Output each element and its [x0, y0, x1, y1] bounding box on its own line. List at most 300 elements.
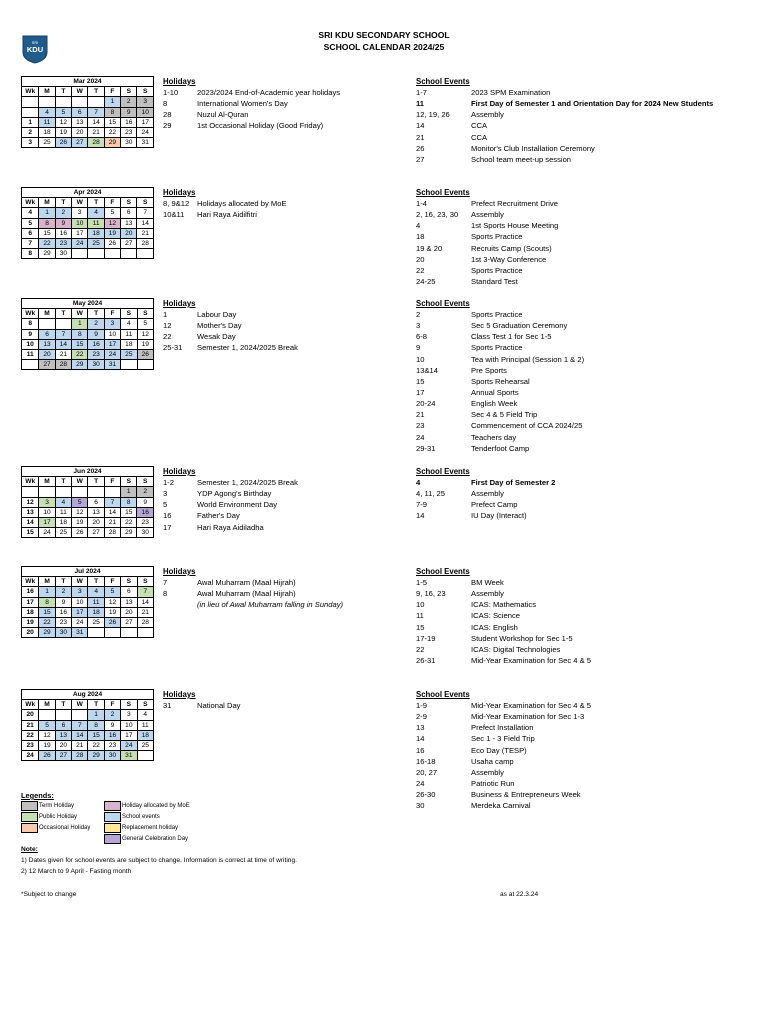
- date-cell: T: [88, 198, 104, 208]
- event-date: 15: [416, 622, 425, 632]
- event-item: [416, 655, 591, 666]
- event-item: [416, 320, 584, 331]
- legend-label: General Celebration Day: [122, 835, 189, 842]
- school-events-heading: School Events: [416, 77, 470, 86]
- event-date: 26-31: [416, 655, 436, 665]
- week-number: 11: [22, 349, 39, 359]
- day-header: Wk: [22, 309, 39, 319]
- date-cell: 25: [137, 740, 153, 750]
- week-number: 2: [22, 127, 39, 137]
- event-date: 17-19: [416, 633, 436, 643]
- event-desc: Merdeka Carnival: [471, 801, 531, 811]
- date-cell: 4: [88, 208, 104, 218]
- week-number: Wk: [22, 198, 39, 208]
- date-cell: 11: [88, 597, 104, 607]
- date-cell: 25: [39, 138, 55, 148]
- day-header: T: [88, 477, 104, 487]
- date-cell: 18: [39, 127, 55, 137]
- event-date: 21: [416, 132, 425, 142]
- event-desc: Patriotic Run: [471, 778, 515, 788]
- as-at-date: as at 22.3.24: [500, 891, 539, 898]
- event-item: [416, 711, 591, 722]
- day-header: M: [39, 577, 55, 587]
- date-cell: 11: [88, 218, 104, 228]
- date-cell: 19: [104, 607, 120, 617]
- event-date: 24-25: [416, 276, 436, 286]
- event-desc: Sec 5 Graduation Ceremony: [471, 321, 568, 331]
- week-number: 14: [22, 517, 39, 527]
- date-cell: W: [72, 198, 88, 208]
- date-cell: 4: [137, 710, 153, 720]
- week-row: [22, 198, 154, 208]
- date-cell: 6: [121, 208, 137, 218]
- holiday-desc: Awal Muharram (Maal Hijrah): [197, 578, 296, 587]
- day-header: S: [137, 577, 153, 587]
- event-date: 14: [416, 511, 425, 521]
- date-cell: 29: [88, 751, 104, 761]
- date-cell: 7: [55, 329, 71, 339]
- legend-title: Legends:: [21, 791, 54, 800]
- date-cell: 27: [39, 360, 55, 370]
- event-date: 10: [416, 600, 425, 610]
- date-cell: 1: [121, 487, 137, 497]
- week-row: [22, 487, 154, 497]
- event-date: 4: [416, 221, 421, 231]
- holiday-item: [163, 488, 298, 499]
- week-number: 21: [22, 720, 39, 730]
- week-number: 3: [22, 138, 39, 148]
- week-row: [22, 587, 154, 597]
- event-date: 14: [416, 121, 425, 131]
- week-number: 6: [22, 228, 39, 238]
- holiday-desc: YDP Agong's Birthday: [197, 489, 272, 499]
- school-events-heading: School Events: [416, 690, 470, 699]
- date-cell: 24: [72, 617, 88, 627]
- holiday-date: 7: [163, 578, 168, 587]
- week-row: [22, 751, 154, 761]
- date-cell: 10: [137, 107, 154, 117]
- event-date: 29-31: [416, 443, 436, 453]
- day-header: F: [104, 477, 120, 487]
- date-cell: 7: [72, 720, 88, 730]
- week-row: [22, 740, 154, 750]
- date-cell: 22: [39, 617, 55, 627]
- event-desc: First Day of Semester 2: [471, 478, 556, 487]
- event-desc: Prefect Camp: [471, 500, 518, 510]
- event-date: 15: [416, 376, 425, 386]
- holiday-desc: Hari Raya Aidiladha: [197, 522, 264, 532]
- event-date: 20, 27: [416, 767, 438, 777]
- event-desc: ICAS: Digital Technologies: [471, 644, 561, 654]
- date-cell: 28: [137, 617, 153, 627]
- date-cell: 23: [55, 238, 71, 248]
- date-cell: 15: [88, 730, 104, 740]
- date-cell: 14: [88, 117, 104, 127]
- holiday-date: 25-31: [163, 343, 183, 353]
- school-events-heading: School Events: [416, 188, 470, 197]
- event-desc: Sports Practice: [471, 343, 523, 353]
- event-item: [416, 420, 584, 431]
- week-number: 1: [22, 117, 39, 127]
- date-cell: 29: [39, 628, 55, 638]
- holiday-item: [163, 588, 343, 599]
- event-desc: BM Week: [471, 578, 504, 587]
- event-item: [416, 98, 713, 109]
- date-cell: 29: [72, 360, 88, 370]
- event-item: [416, 499, 555, 510]
- holiday-item: [163, 499, 298, 510]
- holiday-date: 10&11: [163, 210, 185, 220]
- legend-label: School events: [122, 813, 160, 820]
- date-cell: 19: [137, 339, 153, 349]
- date-cell: 21: [137, 228, 154, 238]
- date-cell: 30: [137, 528, 154, 538]
- date-cell: 26: [72, 528, 88, 538]
- event-item: [416, 120, 713, 131]
- event-item: [416, 354, 584, 365]
- event-desc: English Week: [471, 399, 518, 409]
- event-desc: 1st Sports House Meeting: [471, 221, 559, 231]
- event-date: 9, 16, 23: [416, 589, 446, 599]
- event-desc: Assembly: [471, 589, 504, 599]
- event-desc: Eco Day (TESP): [471, 745, 527, 755]
- event-item: [416, 789, 591, 800]
- date-cell: 5: [137, 319, 153, 329]
- date-cell: 11: [55, 507, 71, 517]
- date-cell: T: [55, 198, 71, 208]
- date-cell: 3: [72, 208, 88, 218]
- month-calendar: [21, 466, 154, 538]
- week-number: [22, 360, 39, 370]
- date-cell: 17: [72, 607, 88, 617]
- event-item: [416, 154, 713, 165]
- date-cell: 17: [39, 517, 55, 527]
- day-header: M: [39, 87, 55, 97]
- week-row: [22, 617, 154, 627]
- date-cell: [137, 628, 153, 638]
- date-cell: 24: [72, 238, 88, 248]
- date-cell: [88, 97, 104, 107]
- school-events-list: [416, 689, 591, 811]
- event-desc: Usaha camp: [471, 756, 514, 766]
- event-date: 26: [416, 143, 425, 153]
- holiday-desc: 2023/2024 End-of-Academic year holidays: [197, 88, 341, 97]
- day-header: W: [72, 87, 88, 97]
- day-header: T: [55, 700, 71, 710]
- event-desc: Assembly: [471, 489, 504, 499]
- date-cell: [55, 487, 71, 497]
- holiday-item: [163, 331, 298, 342]
- holiday-date: 1-2: [163, 478, 174, 487]
- holiday-item: [163, 599, 343, 610]
- date-cell: 26: [104, 238, 120, 248]
- month-name: Apr 2024: [22, 188, 154, 198]
- date-cell: 27: [88, 528, 104, 538]
- event-desc: Assembly: [471, 110, 504, 120]
- date-cell: 23: [104, 740, 120, 750]
- month-name: Mar 2024: [22, 77, 154, 87]
- school-events-heading: School Events: [416, 299, 470, 308]
- event-item: [416, 745, 591, 756]
- week-row: [22, 507, 154, 517]
- date-cell: [88, 628, 104, 638]
- date-cell: 5: [104, 208, 120, 218]
- event-item: [416, 409, 584, 420]
- date-cell: 7: [137, 208, 154, 218]
- holidays-list: [163, 298, 298, 354]
- week-row: [22, 228, 154, 238]
- event-item: [416, 733, 591, 744]
- holiday-item: [163, 87, 340, 98]
- event-desc: First Day of Semester 1 and Orientation Day for 2024 New Students: [471, 99, 714, 109]
- event-date: 1-5: [416, 578, 427, 587]
- week-number: 9: [22, 329, 39, 339]
- date-cell: [39, 710, 55, 720]
- date-cell: 19: [104, 228, 120, 238]
- day-header: S: [121, 309, 137, 319]
- holiday-item: [163, 309, 298, 320]
- date-cell: 7: [88, 107, 104, 117]
- note-line-1: 1) Dates given for school events are subject to change. Information is correct at time of writing.: [21, 857, 297, 864]
- month-calendar: [21, 76, 154, 148]
- event-item: [416, 800, 591, 811]
- school-events-list: [416, 466, 555, 522]
- week-number: 24: [22, 751, 39, 761]
- event-desc: Pre Sports: [471, 365, 507, 375]
- week-row: [22, 710, 154, 720]
- week-number: 13: [22, 507, 39, 517]
- legend-item: [104, 823, 178, 834]
- month-calendar: [21, 566, 154, 638]
- date-cell: 10: [121, 720, 137, 730]
- event-desc: Commencement of CCA 2024/25: [471, 421, 583, 431]
- event-date: 7-9: [416, 500, 427, 510]
- date-cell: 13: [121, 597, 137, 607]
- date-cell: 23: [121, 127, 137, 137]
- date-cell: 22: [72, 349, 88, 359]
- date-cell: 22: [121, 517, 137, 527]
- holiday-item: [163, 477, 298, 488]
- week-number: [22, 97, 39, 107]
- month-calendar: [21, 298, 154, 370]
- month-name: Jun 2024: [22, 467, 154, 477]
- holiday-desc: Nuzul Al-Quran: [197, 110, 249, 120]
- date-cell: [55, 97, 71, 107]
- date-cell: [55, 319, 71, 329]
- date-cell: M: [39, 198, 55, 208]
- date-cell: 17: [121, 730, 137, 740]
- day-header: T: [55, 309, 71, 319]
- holiday-date: 22: [163, 332, 172, 342]
- day-header: S: [121, 577, 137, 587]
- event-desc: 1st 3-Way Conference: [471, 254, 547, 264]
- week-number: 22: [22, 730, 39, 740]
- date-cell: 1: [104, 97, 120, 107]
- event-item: [416, 276, 558, 287]
- date-cell: 8: [88, 720, 104, 730]
- date-cell: 20: [121, 228, 137, 238]
- day-header: S: [121, 87, 137, 97]
- date-cell: 31: [137, 138, 154, 148]
- event-item: [416, 700, 591, 711]
- date-cell: 17: [72, 228, 88, 238]
- date-cell: 8: [39, 597, 55, 607]
- date-cell: 6: [88, 497, 104, 507]
- date-cell: 30: [121, 138, 137, 148]
- date-cell: [121, 628, 137, 638]
- day-header: Wk: [22, 87, 39, 97]
- event-date: 24: [416, 778, 425, 788]
- event-item: [416, 220, 558, 231]
- date-cell: 16: [121, 117, 137, 127]
- week-row: [22, 218, 154, 228]
- holiday-desc: National Day: [197, 701, 241, 710]
- date-cell: 3: [104, 319, 120, 329]
- date-cell: 10: [72, 597, 88, 607]
- event-desc: ICAS: Mathematics: [471, 600, 536, 610]
- date-cell: 8: [39, 218, 55, 228]
- date-cell: 9: [55, 218, 71, 228]
- event-date: 11: [416, 99, 425, 109]
- week-number: 4: [22, 208, 39, 218]
- day-header: T: [55, 87, 71, 97]
- date-cell: [104, 249, 120, 259]
- holidays-list: [163, 76, 340, 132]
- event-item: [416, 132, 713, 143]
- date-cell: [104, 487, 120, 497]
- event-item: [416, 309, 584, 320]
- date-cell: S: [137, 198, 154, 208]
- legend-swatch: [104, 812, 121, 822]
- event-item: [416, 477, 555, 488]
- holiday-desc: Semester 1, 2024/2025 Break: [197, 478, 298, 487]
- date-cell: 22: [104, 127, 120, 137]
- holiday-desc: Hari Raya Aidilfitri: [197, 210, 257, 220]
- holiday-date: 1: [163, 310, 168, 319]
- week-number: 8: [22, 319, 39, 329]
- event-item: [416, 778, 591, 789]
- day-header: F: [104, 309, 120, 319]
- legend-swatch: [104, 801, 121, 811]
- week-row: [22, 720, 154, 730]
- event-date: 16-18: [416, 756, 436, 766]
- date-cell: 20: [39, 349, 55, 359]
- date-cell: 6: [39, 329, 55, 339]
- date-cell: 23: [55, 617, 71, 627]
- event-item: [416, 265, 558, 276]
- date-cell: 8: [121, 497, 137, 507]
- note-line-2: 2) 12 March to 9 April - Fasting month: [21, 868, 132, 875]
- week-number: 15: [22, 528, 39, 538]
- date-cell: 31: [72, 628, 88, 638]
- event-item: [416, 376, 584, 387]
- week-row: [22, 339, 154, 349]
- week-row: [22, 329, 154, 339]
- date-cell: 24: [39, 528, 55, 538]
- day-header: M: [39, 700, 55, 710]
- event-item: [416, 622, 591, 633]
- event-desc: Tea with Principal (Session 1 & 2): [471, 354, 585, 364]
- event-desc: Sec 1 - 3 Field Trip: [471, 734, 535, 744]
- event-desc: Assembly: [471, 210, 504, 220]
- holiday-desc: Awal Muharram (Maal Hijrah): [197, 589, 296, 599]
- date-cell: 9: [104, 720, 120, 730]
- date-cell: [137, 360, 153, 370]
- day-header: W: [72, 700, 88, 710]
- event-item: [416, 722, 591, 733]
- school-events-list: [416, 298, 584, 454]
- holidays-heading: Holidays: [163, 77, 196, 86]
- holiday-desc: (in lieu of Awal Muharram falling in Sunday): [197, 600, 344, 610]
- week-number: 20: [22, 710, 39, 720]
- holiday-item: [163, 342, 298, 353]
- date-cell: [39, 487, 55, 497]
- day-header: F: [104, 700, 120, 710]
- date-cell: 21: [104, 517, 120, 527]
- date-cell: 16: [55, 228, 71, 238]
- event-item: [416, 231, 558, 242]
- date-cell: 9: [137, 497, 154, 507]
- calendar-title: SCHOOL CALENDAR 2024/25: [323, 42, 445, 52]
- holiday-date: 8: [163, 589, 168, 599]
- date-cell: 18: [55, 517, 71, 527]
- date-cell: 18: [88, 228, 104, 238]
- date-cell: 19: [39, 740, 55, 750]
- event-item: [416, 342, 584, 353]
- date-cell: 16: [104, 730, 120, 740]
- legend-swatch: [21, 812, 38, 822]
- event-desc: 2023 SPM Examination: [471, 88, 551, 97]
- holidays-heading: Holidays: [163, 567, 196, 576]
- date-cell: 4: [39, 107, 55, 117]
- date-cell: 14: [55, 339, 71, 349]
- holiday-date: 31: [163, 701, 172, 710]
- legend-swatch: [104, 834, 121, 844]
- holiday-desc: Labour Day: [197, 310, 237, 319]
- holiday-date: 8, 9&12: [163, 199, 190, 208]
- date-cell: 6: [72, 107, 88, 117]
- week-row: [22, 97, 154, 107]
- event-date: 30: [416, 801, 425, 811]
- day-header: F: [104, 87, 120, 97]
- day-header: T: [88, 700, 104, 710]
- date-cell: 24: [137, 127, 154, 137]
- event-date: 13: [416, 723, 425, 733]
- date-cell: 30: [55, 249, 71, 259]
- school-name: SRI KDU SECONDARY SCHOOL: [318, 30, 450, 40]
- holiday-item: [163, 320, 298, 331]
- date-cell: [39, 319, 55, 329]
- legend-item: [104, 801, 190, 812]
- date-cell: 28: [137, 238, 154, 248]
- date-cell: 15: [39, 607, 55, 617]
- month-name: May 2024: [22, 299, 154, 309]
- event-date: 26-30: [416, 790, 436, 800]
- event-date: 11: [416, 611, 424, 621]
- event-desc: CCA: [471, 132, 488, 142]
- event-item: [416, 87, 713, 98]
- date-cell: 1: [39, 208, 55, 218]
- date-cell: 18: [88, 607, 104, 617]
- day-header: W: [72, 577, 88, 587]
- date-cell: 25: [55, 528, 71, 538]
- event-date: 24: [416, 432, 425, 442]
- date-cell: 29: [104, 138, 120, 148]
- event-desc: Standard Test: [471, 276, 518, 286]
- date-cell: 27: [121, 617, 137, 627]
- date-cell: 16: [88, 339, 104, 349]
- logo-text-top: SRI: [31, 40, 39, 45]
